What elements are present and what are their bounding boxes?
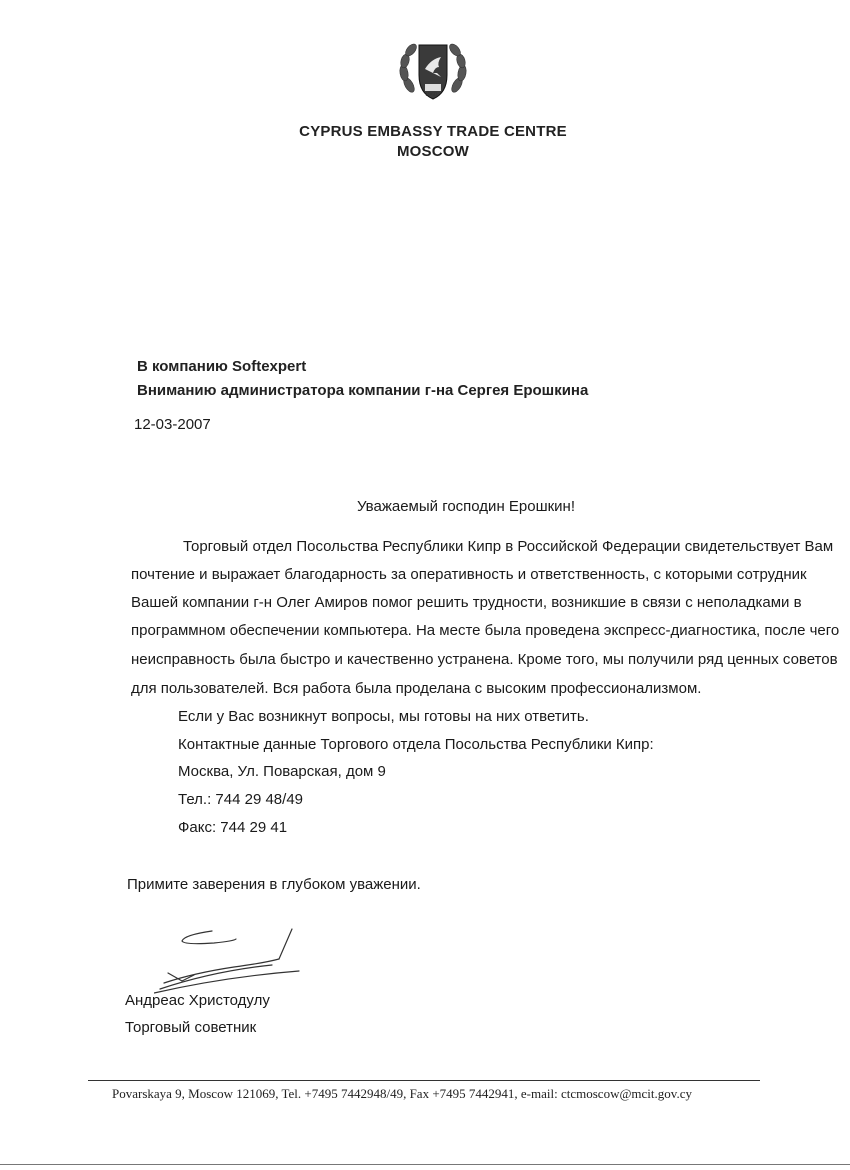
questions-line: Если у Вас возникнут вопросы, мы готовы на них ответить. — [178, 708, 589, 725]
footer-divider — [88, 1080, 760, 1081]
signatory-name: Андреас Христодулу — [125, 992, 270, 1009]
contacts-heading: Контактные данные Торгового отдела Посольства Республики Кипр: — [178, 736, 654, 753]
paragraph-line: неисправность была быстро и качественно устранена. Кроме того, мы получили ряд ценных советов — [131, 651, 838, 668]
signatory-title: Торговый советник — [125, 1019, 257, 1036]
organization-name: CYPRUS EMBASSY TRADE CENTRE — [299, 123, 567, 140]
footer-contact-info: Povarskaya 9, Moscow 121069, Tel. +7495 7442948/49, Fax +7495 7442941, e-mail: ctcmoscow@mcit.gov.cy — [112, 1086, 692, 1101]
page-edge — [0, 1164, 850, 1165]
recipient-company: В компанию Softexpert — [137, 358, 307, 375]
contact-fax: Факс: 744 29 41 — [178, 819, 288, 836]
paragraph-line: Вашей компании г-н Олег Амиров помог решить трудности, возникшие в связи с неполадками в — [131, 594, 802, 611]
contact-phone: Тел.: 744 29 48/49 — [178, 791, 304, 808]
contact-address: Москва, Ул. Поварская, дом 9 — [178, 763, 386, 780]
paragraph-line: программном обеспечении компьютера. На месте была проведена экспресс-диагностика, после чего — [131, 622, 840, 639]
paragraph-line: Торговый отдел Посольства Республики Кипр в Российской Федерации свидетельствует Вам — [183, 538, 834, 555]
emblem-year: 1960 — [425, 92, 437, 98]
organization-city: MOSCOW — [396, 143, 470, 160]
paragraph-line: для пользователей. Вся работа была проделана с высоким профессионализмом. — [131, 680, 702, 697]
paragraph-line: почтение и выражает благодарность за оперативность и ответственность, с которыми сотрудник — [131, 566, 807, 583]
letter-date: 12-03-2007 — [134, 416, 211, 433]
salutation: Уважаемый господин Ерошкин! — [357, 498, 576, 515]
handwritten-signature — [154, 923, 304, 995]
recipient-attention: Вниманию администратора компании г-на Сергея Ерошкина — [137, 382, 589, 399]
closing-line: Примите заверения в глубоком уважении. — [127, 876, 421, 893]
